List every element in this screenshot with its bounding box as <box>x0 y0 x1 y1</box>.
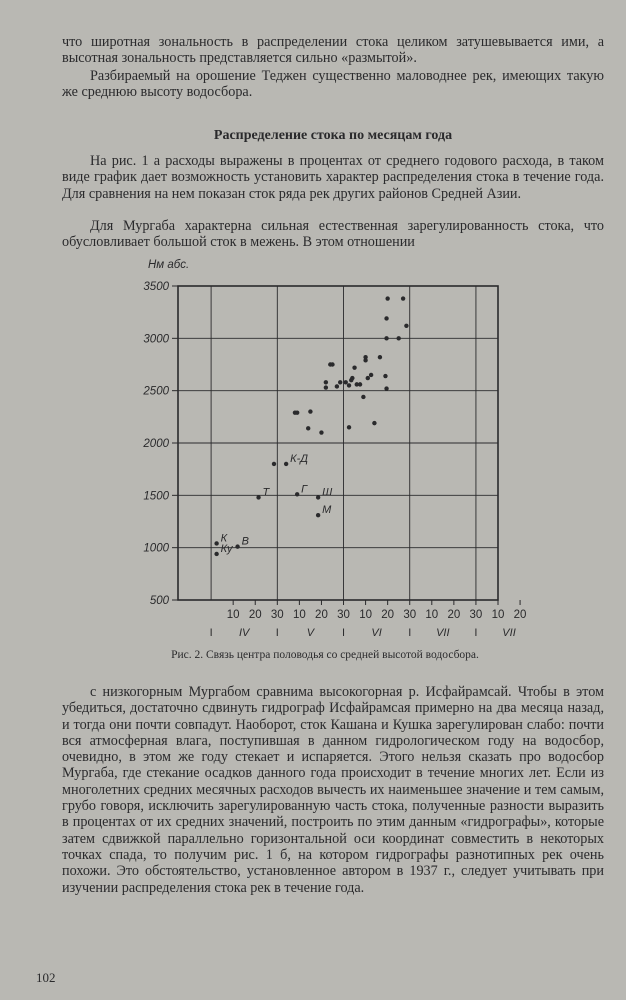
data-point <box>347 425 351 429</box>
data-point-label: М <box>322 504 332 517</box>
data-point-labeled <box>214 552 218 556</box>
y-tick-label: 2500 <box>143 385 169 398</box>
x-tick-label: 10 <box>359 609 372 621</box>
data-point-label: Ш <box>322 486 333 499</box>
x-tick-label: 30 <box>403 609 417 621</box>
data-point <box>338 380 342 384</box>
x-tick-label: 30 <box>337 609 350 621</box>
data-point <box>404 324 408 328</box>
data-point-labeled <box>284 462 288 466</box>
x-tick-label: 10 <box>292 609 306 621</box>
x-tick-label: 10 <box>491 609 505 621</box>
month-label: VI <box>371 627 382 639</box>
paragraph-top-1: что широтная зональность в распределении стока целиком затушевывается ими, а высотная зональность представляется сильно «размытой». <box>62 34 604 67</box>
data-point <box>361 395 365 399</box>
x-tick-label: 20 <box>381 609 395 621</box>
data-point <box>344 380 348 384</box>
paragraph-mid-2: Для Мургаба характерна сильная естественная зарегулированность стока, что обусловливает большой сток в межень. В этом отношении <box>62 218 604 251</box>
data-point <box>401 296 405 300</box>
data-point-label: В <box>241 535 249 548</box>
data-point-labeled <box>235 544 239 548</box>
data-point <box>358 382 362 386</box>
x-tick-label: 30 <box>270 609 284 621</box>
month-label: VII <box>436 627 450 639</box>
month-label: VII <box>502 627 516 639</box>
y-tick-label: 2000 <box>143 438 169 450</box>
data-point-label: К <box>220 532 228 545</box>
y-tick-label: 500 <box>149 595 169 607</box>
x-tick-label: 30 <box>469 609 483 621</box>
month-separator-label: I <box>408 627 412 639</box>
y-axis-label: Нм абс. <box>148 259 190 271</box>
data-point-labeled <box>295 492 299 496</box>
data-point <box>383 374 387 378</box>
data-point <box>350 376 354 380</box>
data-point <box>352 365 356 369</box>
section-heading: Распределение стока по месяцам года <box>213 128 453 143</box>
x-tick-label: 10 <box>425 609 439 621</box>
data-point <box>319 430 323 434</box>
month-separator-label: I <box>209 627 213 639</box>
data-point <box>384 386 388 390</box>
page-number: 102 <box>36 970 56 985</box>
data-point <box>378 355 382 359</box>
data-point <box>384 316 388 320</box>
data-point <box>366 376 370 380</box>
y-tick-label: 3500 <box>143 281 169 293</box>
x-tick-label: 20 <box>513 609 527 621</box>
month-separator-label: I <box>275 627 279 639</box>
data-point-label: Г <box>301 483 308 496</box>
paragraph-bottom: с низкогорным Мургабом сравнима высокогорная р. Исфайрамсай. Чтобы в этом убедиться, достаточно сдвинуть гидрограф Исфайрамсая примерно на два месяца назад, и тогда они почти совпадут. Наоборот, сток Кашана и Кушка зарегулирован слабо: почти вся атмосферная влага, поступившая в данном гидрологическом году на водосбор, очевидно, в этом же году стекает и испаряется. Этого нельзя сказать про водосбор Мургаба, где стекание осадков данного года происходит в течение многих лет. Если из многолетних средних месячных расходов вычесть их наименьшее значение и тем самым, грубо говоря, исключить зарегулированную часть стока, полученные разности выразить в процентах от их средних значений, построить по этим данным «гидрографы», которые затем сдвижкой параллельно горизонтальной оси координат совместить в некоторых точках спада, то получим рис. 1 б, на котором гидрографы разнотипных рек очень похожи. Это обстоятельство, установленное автором в 1937 г., следует учитывать при изучении распределения стока рек в течение года. <box>62 684 604 896</box>
month-separator-label: I <box>474 627 478 639</box>
data-point <box>363 355 367 359</box>
month-separator-label: I <box>341 627 346 639</box>
y-tick-label: 1000 <box>143 542 169 555</box>
data-point <box>272 462 276 466</box>
data-point-labeled <box>256 495 260 499</box>
data-point <box>295 410 299 414</box>
data-point-labeled <box>214 541 218 545</box>
data-point-labeled <box>316 495 320 499</box>
paragraph-mid-1: На рис. 1 а расходы выражены в процентах от среднего годового расхода, в таком виде график дает возможность установить характер распределения стока в течение года. Для сравнения на нем показан сток ряда рек других районов Средней Азии. <box>62 153 604 202</box>
x-tick-label: 20 <box>248 609 262 621</box>
paragraph-top-2: Разбираемый на орошение Теджен существенно маловоднее рек, имеющих такую же среднюю высоту водосбора. <box>62 68 604 101</box>
data-point <box>324 380 328 384</box>
figure-chart <box>120 250 527 670</box>
data-point-label: Т <box>262 486 270 499</box>
data-point <box>384 336 388 340</box>
data-point-label: К-Д <box>290 452 309 465</box>
x-tick-label: 20 <box>315 609 328 621</box>
month-label: IV <box>239 627 250 639</box>
x-tick-label: 20 <box>447 609 461 621</box>
y-tick-label: 3000 <box>143 333 169 346</box>
data-point <box>347 383 351 387</box>
data-point <box>324 385 328 389</box>
chart-svg <box>120 250 527 670</box>
data-point <box>396 336 400 340</box>
data-point-labeled <box>316 513 320 517</box>
y-tick-label: 1500 <box>143 490 169 503</box>
data-point <box>372 421 376 425</box>
month-label: V <box>306 627 315 639</box>
data-point <box>308 409 312 413</box>
data-point <box>330 362 334 366</box>
data-point <box>369 373 373 377</box>
data-point <box>335 384 339 388</box>
data-point-label: Ку <box>220 542 233 555</box>
data-point <box>306 426 310 430</box>
data-point <box>385 296 389 300</box>
figure-caption: Рис. 2. Связь центра половодья со средней высотой водосбора. <box>171 649 479 661</box>
x-tick-label: 10 <box>226 609 240 621</box>
